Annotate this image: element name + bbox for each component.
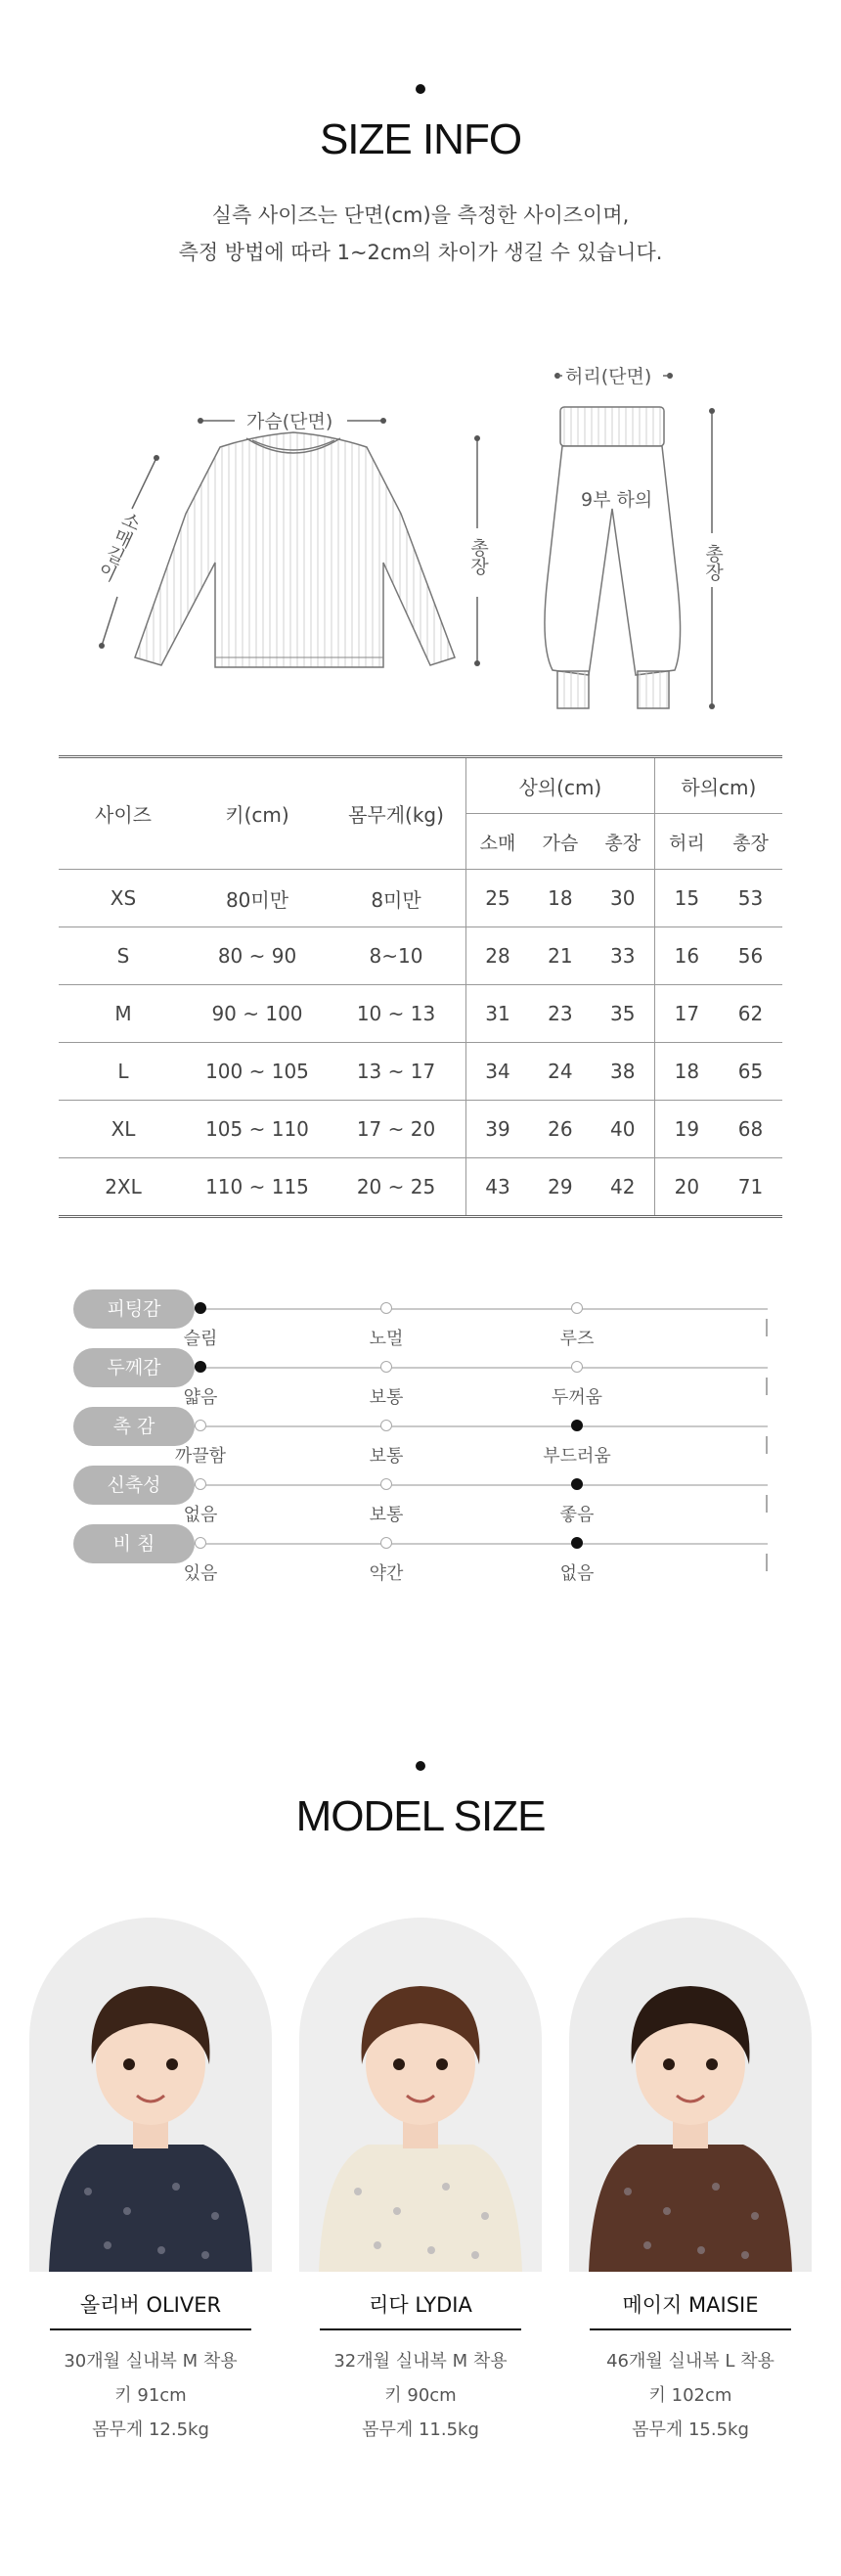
attribute-track	[195, 1543, 768, 1545]
cell-weight: 8미만	[327, 870, 466, 927]
attribute-name-pill: 피팅감	[73, 1289, 195, 1329]
model-weight: 몸무게 12.5kg	[92, 2419, 209, 2440]
model-photo	[299, 1918, 542, 2272]
table-row	[59, 985, 782, 1043]
cell-chest: 26	[529, 1101, 592, 1158]
cell-length: 35	[592, 985, 655, 1043]
model-card	[299, 1918, 542, 2447]
cell-weight: 17 ~ 20	[327, 1101, 466, 1158]
header-size: 사이즈	[95, 803, 152, 827]
cell-height: 110 ~ 115	[188, 1158, 327, 1217]
attribute-option-label: 보통	[369, 1446, 404, 1467]
table-row	[59, 1158, 782, 1217]
model-height: 키 102cm	[648, 2385, 732, 2406]
attribute-point	[380, 1361, 392, 1373]
section-dot	[416, 84, 425, 94]
cell-chest: 21	[529, 927, 592, 985]
cell-weight: 10 ~ 13	[327, 985, 466, 1043]
model-size-title: MODEL SIZE	[295, 1792, 546, 1840]
model-wear: 30개월 실내복 M 착용	[64, 2351, 238, 2372]
attribute-row	[73, 1524, 768, 1583]
cell-waist: 18	[654, 1043, 719, 1101]
cell-chest: 24	[529, 1043, 592, 1101]
pants-name-label: 9부 하의	[581, 489, 653, 511]
attribute-name-pill: 촉 감	[73, 1407, 195, 1446]
cell-waist: 19	[654, 1101, 719, 1158]
top-length-label: 총장	[467, 538, 489, 575]
attribute-track	[195, 1367, 768, 1369]
track-end-tick	[766, 1495, 768, 1513]
attribute-row	[73, 1348, 768, 1407]
cell-waist: 16	[654, 927, 719, 985]
attribute-option-label: 까끌함	[174, 1446, 227, 1467]
cell-height: 80미만	[188, 870, 327, 927]
cell-size: 2XL	[59, 1158, 188, 1217]
cell-chest: 29	[529, 1158, 592, 1217]
pants-length-label: 총장	[702, 544, 724, 581]
cell-length: 30	[592, 870, 655, 927]
subheader-pants-length: 총장	[719, 814, 782, 870]
cell-size: L	[59, 1043, 188, 1101]
attribute-option-label: 없음	[183, 1505, 218, 1525]
subheader-chest: 가슴	[529, 814, 592, 870]
cell-sleeve: 25	[466, 870, 530, 927]
attribute-name-pill: 신축성	[73, 1466, 195, 1505]
attribute-point	[195, 1537, 206, 1549]
chest-label: 가슴(단면)	[246, 411, 333, 432]
cell-sleeve: 43	[466, 1158, 530, 1217]
attribute-point	[380, 1537, 392, 1549]
attribute-option-label: 슬림	[183, 1329, 218, 1349]
table-header-row	[59, 757, 782, 814]
cell-sleeve: 34	[466, 1043, 530, 1101]
attribute-point	[195, 1478, 206, 1490]
model-card	[569, 1918, 812, 2447]
attribute-point	[380, 1478, 392, 1490]
sleeve-length-label: 소매길이	[93, 507, 145, 584]
size-info-desc-line1: 실측 사이즈는 단면(cm)을 측정한 사이즈이며,	[211, 203, 630, 227]
attribute-option-label: 노멀	[369, 1329, 404, 1349]
cell-height: 105 ~ 110	[188, 1101, 327, 1158]
cell-sleeve: 28	[466, 927, 530, 985]
cell-pants-length: 68	[719, 1101, 782, 1158]
model-photo	[569, 1918, 812, 2272]
cell-length: 40	[592, 1101, 655, 1158]
attribute-track	[195, 1308, 768, 1310]
model-wear: 46개월 실내복 L 착용	[606, 2351, 775, 2372]
attribute-option-label: 부드러움	[543, 1446, 611, 1467]
cell-height: 100 ~ 105	[188, 1043, 327, 1101]
cell-weight: 8~10	[327, 927, 466, 985]
attribute-option-label: 약간	[369, 1563, 404, 1584]
header-bottom: 하의cm)	[654, 757, 782, 814]
subheader-sleeve: 소매	[466, 814, 530, 870]
attribute-option-label: 보통	[369, 1505, 404, 1525]
attribute-point	[380, 1420, 392, 1431]
attribute-point	[571, 1478, 583, 1490]
header-weight: 몸무게(kg)	[348, 803, 444, 827]
size-info-title: SIZE INFO	[319, 115, 522, 163]
attribute-point	[195, 1361, 206, 1373]
attribute-point	[571, 1420, 583, 1431]
model-card	[29, 1918, 272, 2447]
subheader-length: 총장	[592, 814, 655, 870]
waist-label: 허리(단면)	[565, 366, 652, 387]
attribute-option-label: 루즈	[559, 1329, 595, 1349]
attribute-option-label: 좋음	[559, 1505, 595, 1525]
cell-height: 90 ~ 100	[188, 985, 327, 1043]
attribute-name-pill: 비 침	[73, 1524, 195, 1563]
size-table	[59, 755, 782, 1218]
cell-pants-length: 65	[719, 1043, 782, 1101]
subheader-waist: 허리	[654, 814, 719, 870]
model-weight: 몸무게 11.5kg	[362, 2419, 479, 2440]
cell-size: M	[59, 985, 188, 1043]
attribute-point	[571, 1537, 583, 1549]
model-height: 키 90cm	[384, 2385, 457, 2406]
header-top: 상의(cm)	[466, 757, 655, 814]
table-row	[59, 870, 782, 927]
attribute-point	[571, 1302, 583, 1314]
cell-pants-length: 62	[719, 985, 782, 1043]
cell-waist: 20	[654, 1158, 719, 1217]
attribute-row	[73, 1466, 768, 1524]
attribute-track	[195, 1484, 768, 1486]
cell-length: 33	[592, 927, 655, 985]
attribute-name-pill: 두께감	[73, 1348, 195, 1387]
model-photo	[29, 1918, 272, 2272]
table-row	[59, 1101, 782, 1158]
model-name: 메이지 MAISIE	[590, 2289, 791, 2330]
header-height: 키(cm)	[225, 803, 289, 827]
model-info	[569, 2344, 812, 2447]
cell-length: 42	[592, 1158, 655, 1217]
track-end-tick	[766, 1436, 768, 1454]
cell-chest: 23	[529, 985, 592, 1043]
attribute-row	[73, 1407, 768, 1466]
cell-size: XL	[59, 1101, 188, 1158]
model-info	[299, 2344, 542, 2447]
attribute-point	[380, 1302, 392, 1314]
section-dot	[416, 1761, 425, 1771]
track-end-tick	[766, 1319, 768, 1336]
model-name: 올리버 OLIVER	[50, 2289, 251, 2330]
cell-waist: 17	[654, 985, 719, 1043]
attribute-track	[195, 1425, 768, 1427]
attribute-option-label: 없음	[559, 1563, 595, 1584]
attribute-point	[195, 1420, 206, 1431]
model-wear: 32개월 실내복 M 착용	[333, 2351, 508, 2372]
cell-waist: 15	[654, 870, 719, 927]
size-info-desc-line2: 측정 방법에 따라 1~2cm의 차이가 생길 수 있습니다.	[178, 241, 663, 264]
track-end-tick	[766, 1554, 768, 1571]
cell-pants-length: 71	[719, 1158, 782, 1217]
cell-size: XS	[59, 870, 188, 927]
cell-size: S	[59, 927, 188, 985]
attribute-point	[195, 1302, 206, 1314]
cell-pants-length: 56	[719, 927, 782, 985]
model-info	[29, 2344, 272, 2447]
cell-weight: 13 ~ 17	[327, 1043, 466, 1101]
cell-height: 80 ~ 90	[188, 927, 327, 985]
model-name: 리다 LYDIA	[320, 2289, 521, 2330]
attribute-option-label: 있음	[183, 1563, 218, 1584]
track-end-tick	[766, 1378, 768, 1395]
cell-weight: 20 ~ 25	[327, 1158, 466, 1217]
fabric-attribute-scale	[73, 1289, 768, 1583]
attribute-point	[571, 1361, 583, 1373]
attribute-option-label: 보통	[369, 1387, 404, 1408]
table-row	[59, 1043, 782, 1101]
cell-length: 38	[592, 1043, 655, 1101]
cell-sleeve: 31	[466, 985, 530, 1043]
model-height: 키 91cm	[114, 2385, 187, 2406]
attribute-row	[73, 1289, 768, 1348]
table-row	[59, 927, 782, 985]
measurement-diagram	[0, 352, 841, 724]
cell-sleeve: 39	[466, 1101, 530, 1158]
cell-pants-length: 53	[719, 870, 782, 927]
model-weight: 몸무게 15.5kg	[632, 2419, 749, 2440]
attribute-option-label: 얇음	[183, 1387, 218, 1408]
cell-chest: 18	[529, 870, 592, 927]
attribute-option-label: 두꺼움	[551, 1387, 603, 1408]
